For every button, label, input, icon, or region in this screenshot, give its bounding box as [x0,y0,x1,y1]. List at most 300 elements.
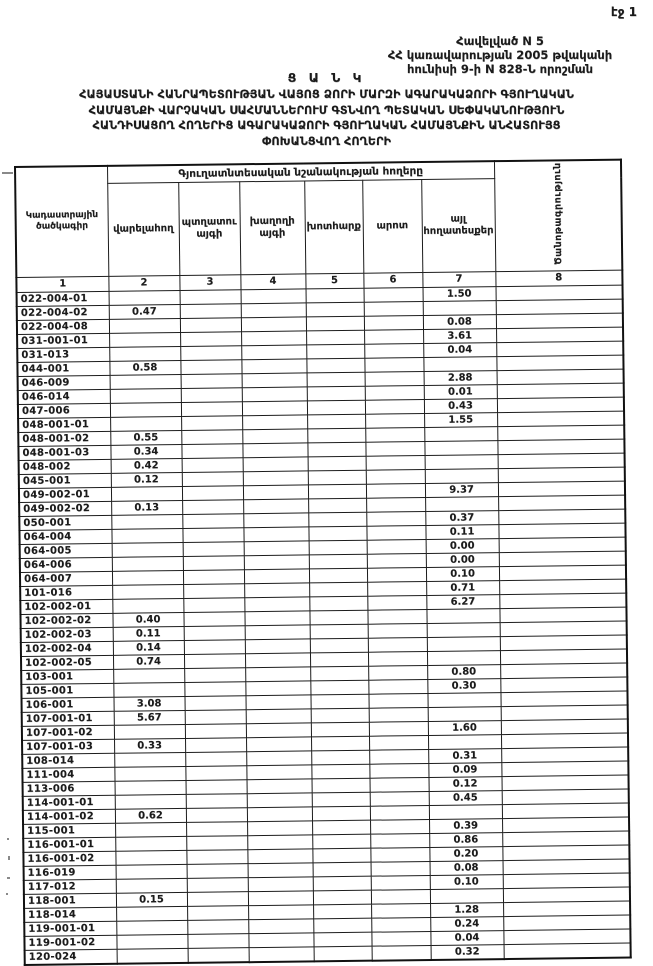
value-cell [246,708,311,723]
cadastral-code-cell: 046-014 [18,389,110,404]
value-cell [306,288,364,303]
value-cell [500,635,627,651]
value-cell [364,301,423,316]
value-cell [497,397,624,413]
value-cell [306,330,364,345]
value-cell [242,400,307,415]
value-cell: 0.04 [423,342,496,357]
cadastral-code-cell: 102-002-05 [21,655,113,670]
value-cell: 0.11 [425,524,498,539]
value-cell [502,817,629,833]
value-cell [184,639,245,654]
value-cell [182,471,243,486]
value-cell: 0.12 [428,776,501,791]
value-cell [187,891,248,906]
value-cell [367,567,426,582]
value-cell: 0.40 [112,612,183,627]
value-cell [249,946,314,961]
value-cell [115,836,186,851]
value-cell [312,806,370,821]
cadastral-code-cell: 102-002-04 [21,641,113,656]
cadastral-code-cell: 102-002-03 [21,627,113,642]
value-cell [245,680,310,695]
value-cell [425,468,498,483]
value-cell [310,666,368,681]
appendix-line: հունիսի 9-ի N 828-Ն որոշման [407,62,593,76]
column-number: 2 [108,275,179,291]
cadastral-code-cell: 048-001-01 [18,417,110,432]
value-cell [496,299,623,315]
cadastral-code-cell: 105-001 [21,683,113,698]
value-cell [368,693,427,708]
value-cell [496,355,623,371]
value-cell [424,440,497,455]
value-cell [502,831,629,847]
value-cell [307,428,365,443]
value-cell [245,624,310,639]
value-cell [308,456,366,471]
cadastral-code-cell: 031-001-01 [17,333,109,348]
value-cell [113,682,184,697]
value-cell [496,327,623,343]
value-cell [428,706,501,721]
cadastral-code-cell: 107-001-03 [22,739,114,754]
value-cell [427,650,500,665]
value-cell [367,581,426,596]
value-cell [111,514,182,529]
value-cell [371,889,430,904]
value-cell [424,426,497,441]
value-cell [371,861,430,876]
value-cell: 0.32 [431,944,504,959]
value-cell [368,623,427,638]
cadastral-code-cell: 046-009 [18,375,110,390]
value-cell [309,540,367,555]
value-cell: 5.67 [114,710,185,725]
value-cell [245,666,310,681]
value-cell: 0.00 [426,538,499,553]
value-cell [366,525,425,540]
value-cell: 1.55 [424,412,497,427]
value-cell [180,345,241,360]
value-cell [241,316,306,331]
value-cell [365,427,424,442]
value-cell [112,598,183,613]
value-cell [501,733,628,749]
value-cell [109,318,180,333]
value-cell [181,429,242,444]
value-cell [496,313,623,329]
value-cell [246,750,311,765]
cadastral-code-cell: 114-001-01 [23,795,115,810]
value-cell [247,792,312,807]
value-cell [248,904,313,919]
value-cell [366,469,425,484]
value-cell [308,470,366,485]
value-cell [246,722,311,737]
value-cell [366,497,425,512]
value-cell [308,484,366,499]
value-cell [311,764,369,779]
value-cell: 0.43 [424,398,497,413]
value-cell [246,764,311,779]
value-cell: 0.09 [428,762,501,777]
cadastral-code-cell: 119-001-01 [24,921,116,936]
col-header-note [494,160,622,272]
value-cell: 0.37 [425,510,498,525]
value-cell [368,679,427,694]
value-cell: 0.14 [113,640,184,655]
value-cell [248,918,313,933]
cadastral-code-cell: 118-001 [24,893,116,908]
value-cell [117,948,188,963]
value-cell [109,346,180,361]
cadastral-code-cell: 064-004 [19,529,111,544]
value-cell: 2.88 [424,370,497,385]
column-number: 8 [495,270,622,287]
value-cell [313,918,371,933]
cadastral-code-cell: 111-004 [22,767,114,782]
value-cell [309,554,367,569]
cadastral-code-cell: 022-004-02 [17,305,109,320]
note-header-vertical-label: Ծանոթագրություն [551,162,565,265]
value-cell [183,541,244,556]
appendix-line: Հավելված N 5 [456,34,544,48]
value-cell: 0.86 [429,832,502,847]
value-cell [310,624,368,639]
value-cell [181,415,242,430]
value-cell [115,780,186,795]
cadastral-code-cell: 108-014 [22,753,114,768]
cadastral-code-cell: 116-001-02 [23,851,115,866]
value-cell [366,483,425,498]
value-cell [364,287,423,302]
cadastral-code-cell: 022-004-08 [17,319,109,334]
col-group-header-agricultural-lands: Գյուղատնտեսական նշանակության հողերը [107,161,494,183]
value-cell [116,906,187,921]
value-cell [112,556,183,571]
value-cell [185,709,246,724]
value-cell [312,848,370,863]
value-cell [114,766,185,781]
value-cell [110,416,181,431]
value-cell: 0.11 [113,626,184,641]
value-cell [181,387,242,402]
value-cell [183,555,244,570]
value-cell [185,737,246,752]
value-cell [244,582,309,597]
value-cell [500,663,627,679]
scan-noise-speck [8,856,10,860]
value-cell [365,371,424,386]
value-cell [503,873,630,889]
value-cell [370,833,429,848]
value-cell [243,470,308,485]
value-cell [496,285,623,301]
cadastral-code-cell: 048-002 [19,459,111,474]
cadastral-code-cell: 048-001-03 [18,445,110,460]
value-cell [368,651,427,666]
cadastral-code-cell: 064-007 [20,571,112,586]
scan-noise-speck [6,893,8,895]
value-cell: 0.13 [111,500,182,515]
value-cell [309,568,367,583]
value-cell [313,932,371,947]
value-cell [499,593,626,609]
value-cell [503,859,630,875]
value-cell [308,526,366,541]
value-cell [313,904,371,919]
value-cell [181,373,242,388]
value-cell [243,512,308,527]
value-cell [425,496,498,511]
value-cell: 9.37 [425,482,498,497]
value-cell [243,456,308,471]
value-cell [498,467,625,483]
value-cell [115,850,186,865]
cadastral-code-cell: 049-002-01 [19,487,111,502]
document-title-block [0,70,653,149]
cadastral-code-cell: 102-002-01 [20,599,112,614]
value-cell [310,652,368,667]
value-cell [183,611,244,626]
value-cell [369,749,428,764]
value-cell: 0.33 [114,738,185,753]
value-cell [428,734,501,749]
column-number: 5 [305,273,363,289]
value-cell [188,947,249,962]
value-cell [242,414,307,429]
value-cell [184,695,245,710]
value-cell [311,722,369,737]
cadastral-code-cell: 064-005 [20,543,112,558]
value-cell [183,597,244,612]
value-cell: 0.55 [110,430,181,445]
value-cell [247,834,312,849]
value-cell [369,721,428,736]
value-cell: 0.31 [428,748,501,763]
value-cell [366,455,425,470]
cadastral-code-cell: 107-001-02 [22,725,114,740]
value-cell [116,878,187,893]
value-cell [187,877,248,892]
column-number: 3 [179,274,240,290]
value-cell [186,779,247,794]
value-cell [182,485,243,500]
value-cell [371,917,430,932]
value-cell [112,542,183,557]
cadastral-code-cell: 116-001-01 [23,837,115,852]
value-cell [369,763,428,778]
value-cell [185,765,246,780]
value-cell [501,747,628,763]
cadastral-code-cell: 047-006 [18,403,110,418]
value-cell [182,457,243,472]
value-cell: 0.08 [430,860,503,875]
cadastral-code-cell: 103-001 [21,669,113,684]
value-cell [498,523,625,539]
value-cell [115,822,186,837]
value-cell: 1.50 [423,286,496,301]
value-cell [371,903,430,918]
value-cell [246,736,311,751]
value-cell [427,636,500,651]
value-cell: 0.04 [430,930,503,945]
value-cell [187,863,248,878]
value-cell [180,289,241,304]
value-cell [423,356,496,371]
value-cell [247,778,312,793]
value-cell [427,622,500,637]
value-cell [183,583,244,598]
value-cell [427,692,500,707]
value-cell [306,302,364,317]
value-cell [110,388,181,403]
document-title-line: ՀԱՅԱՍՏԱՆԻ ՀԱՆՐԱՊԵՏՈՒԹՅԱՆ ՎԱՅՈՑ ՁՈՐԻ ՄԱՐԶԻ ԱԳԱՐԱԿԱՁՈՐԻ ԳՅՈՒՂԱԿԱՆ [79,88,574,101]
value-cell [306,344,364,359]
value-cell: 0.58 [109,360,180,375]
value-cell [500,649,627,665]
value-cell [369,707,428,722]
value-cell [248,876,313,891]
cadastral-code-cell: 022-004-01 [17,291,109,306]
value-cell [116,920,187,935]
value-cell [181,443,242,458]
col-header-vineyard: խաղողի այգի [239,181,305,274]
value-cell [365,385,424,400]
value-cell [372,945,431,960]
cadastral-code-cell: 064-006 [20,557,112,572]
value-cell [247,806,312,821]
value-cell: 0.80 [427,664,500,679]
value-cell [367,539,426,554]
value-cell [501,761,628,777]
value-cell [241,288,306,303]
value-cell [247,820,312,835]
value-cell [497,411,624,427]
value-cell [185,751,246,766]
value-cell: 0.30 [427,678,500,693]
value-cell: 0.34 [110,444,181,459]
value-cell [244,610,309,625]
value-cell [244,596,309,611]
value-cell: 6.27 [426,594,499,609]
value-cell: 0.10 [426,566,499,581]
value-cell [501,705,628,721]
value-cell [180,317,241,332]
cadastral-code-cell: 119-001-02 [24,935,116,950]
value-cell [310,638,368,653]
col-header-fruit-orchard: պտղատու այգի [178,182,240,275]
value-cell [311,736,369,751]
value-cell [367,595,426,610]
value-cell [241,302,306,317]
value-cell [425,454,498,469]
cadastral-code-cell: 118-014 [24,907,116,922]
value-cell [310,694,368,709]
value-cell [241,358,306,373]
value-cell [423,300,496,315]
value-cell [115,794,186,809]
value-cell [365,413,424,428]
value-cell: 0.39 [429,818,502,833]
value-cell [366,511,425,526]
value-cell [245,694,310,709]
value-cell [497,369,624,385]
value-cell [248,890,313,905]
value-cell [186,793,247,808]
value-cell: 0.45 [429,790,502,805]
value-cell [498,495,625,511]
value-cell [184,667,245,682]
value-cell: 1.60 [428,720,501,735]
cadastral-code-cell: 031-013 [17,347,109,362]
value-cell [181,401,242,416]
value-cell [113,668,184,683]
value-cell [306,358,364,373]
scan-noise-tick [2,172,13,174]
value-cell [370,777,429,792]
value-cell [498,481,625,497]
value-cell [501,719,628,735]
value-cell [311,708,369,723]
value-cell [365,441,424,456]
value-cell [112,570,183,585]
value-cell [312,792,370,807]
cadastral-code-cell: 120-024 [25,949,117,965]
scan-noise-speck [7,877,10,879]
value-cell [501,691,628,707]
col-header-cadastral-code: Կադաստրային ծածկագիր [15,166,108,277]
value-cell [311,750,369,765]
value-cell [248,932,313,947]
value-cell [245,638,310,653]
value-cell [307,372,365,387]
value-cell [186,821,247,836]
value-cell [244,540,309,555]
value-cell [247,848,312,863]
value-cell: 0.12 [111,472,182,487]
value-cell [180,303,241,318]
cadastral-code-cell: 113-006 [23,781,115,796]
value-cell [308,498,366,513]
value-cell [307,442,365,457]
value-cell [364,357,423,372]
value-cell [499,551,626,567]
value-cell [369,735,428,750]
value-cell [307,386,365,401]
value-cell [500,607,627,623]
cadastral-code-cell: 049-002-02 [19,501,111,516]
value-cell [503,887,630,903]
value-cell: 0.15 [116,892,187,907]
value-cell: 0.74 [113,654,184,669]
value-cell: 0.01 [424,384,497,399]
value-cell [182,513,243,528]
value-cell [243,498,308,513]
document-title-line: ՓՈԽԱՆՑՎՈՂ ՀՈՂԵՐԻ [262,134,391,148]
value-cell: 0.62 [115,808,186,823]
value-cell: 0.71 [426,580,499,595]
value-cell [308,512,366,527]
value-cell [245,652,310,667]
value-cell [313,876,371,891]
value-cell [182,499,243,514]
value-cell [180,359,241,374]
document-title-line: ՀԱՆԴԻՍԱՑՈՂ ՀՈՂԵՐԻՑ ԱԳԱՐԱԿԱՁՈՐԻ ԳՅՈՒՂԱԿԱՆ ՀԱՄԱՅՆՔԻՆ ԱՆՀԱՏՈՒՅՑ [92,119,561,132]
value-cell [310,680,368,695]
value-cell [116,934,187,949]
